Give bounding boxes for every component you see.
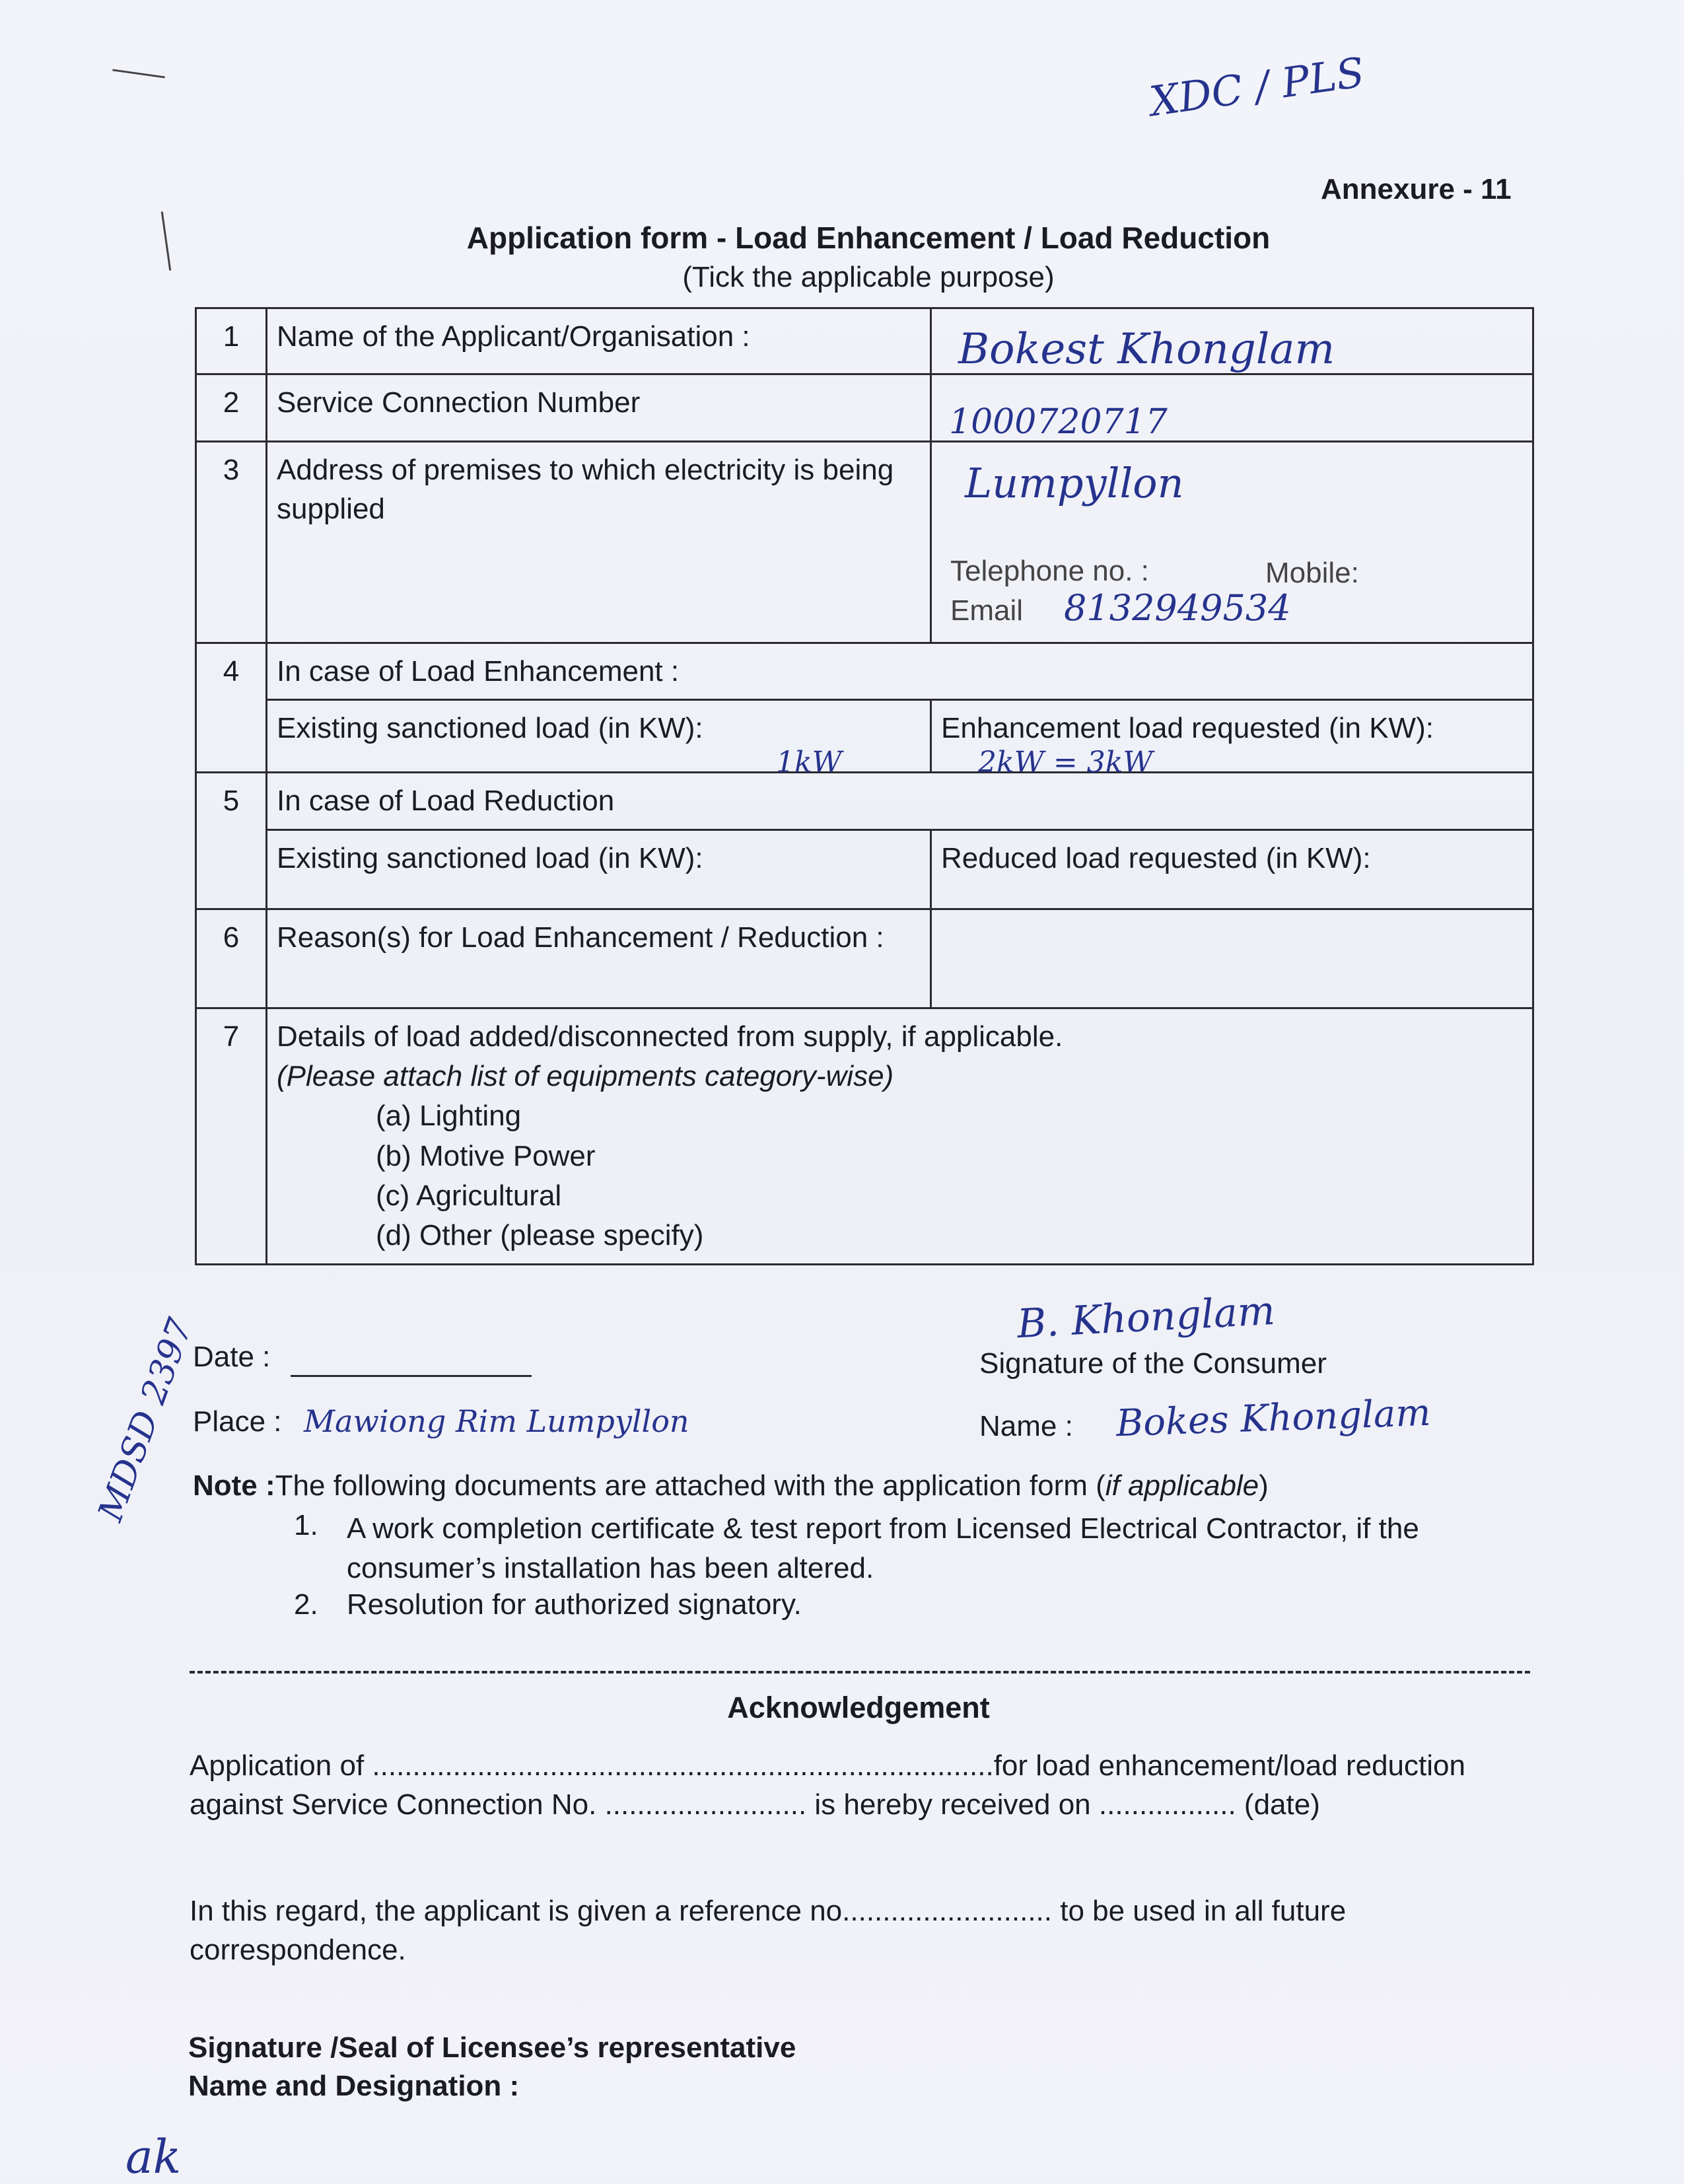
form-row-6 [196, 909, 1533, 1008]
form-row-7 [196, 1008, 1533, 1265]
existing-load-value: 1kW [776, 746, 842, 780]
note-item-number: 2. [294, 1588, 318, 1621]
telephone-label: Telephone no. : [950, 555, 1149, 587]
form-row-2 [196, 374, 1533, 442]
row-number: 4 [196, 643, 267, 773]
enhancement-load-label: Enhancement load requested (in KW): [941, 712, 1434, 745]
category-item: (d) Other (please specify) [376, 1219, 704, 1252]
row-number: 7 [196, 1008, 267, 1265]
date-field[interactable] [291, 1375, 532, 1377]
name-designation-label: Name and Designation : [188, 2070, 520, 2102]
category-item: (a) Lighting [376, 1100, 522, 1133]
service-connection-value: 1000720717 [949, 402, 1168, 442]
note-item-number: 1. [294, 1509, 318, 1541]
margin-note: MDSD 2397 [90, 1313, 201, 1527]
staple-mark [112, 69, 165, 78]
note-head: Note : [193, 1469, 275, 1502]
cut-line [190, 1671, 1530, 1673]
place-label: Place : [193, 1405, 282, 1438]
address-value: Lumpyllon [965, 459, 1184, 507]
handwritten-top-note: XDC / PLS [1146, 48, 1368, 126]
row-number: 1 [196, 308, 267, 374]
category-item: (c) Agricultural [376, 1179, 562, 1212]
reason-field[interactable] [931, 909, 1533, 1008]
service-connection-field[interactable] [931, 374, 1533, 442]
address-field[interactable] [931, 442, 1533, 643]
note-intro-italic: if applicable [1105, 1469, 1259, 1502]
applicant-name-label: Name of the Applicant/Organisation : [267, 308, 931, 374]
name-value[interactable]: Bokes Khonglam [1115, 1391, 1432, 1446]
row-number: 3 [196, 442, 267, 643]
reduced-load-label[interactable]: Reduced load requested (in KW): [931, 829, 1533, 909]
note-item-text: Resolution for authorized signatory. [347, 1588, 802, 1621]
load-reduction-heading: In case of Load Reduction [267, 773, 1533, 829]
phone-value: 8132949534 [1064, 587, 1291, 629]
mobile-label: Mobile: [1265, 557, 1359, 589]
note-item-text: A work completion certificate & test report from Licensed Electrical Contractor, if the consumer’s installation has been altered. [347, 1512, 1419, 1584]
note-intro [193, 1469, 1269, 1502]
email-label: Email [950, 594, 1024, 627]
note-intro-close: ) [1259, 1469, 1269, 1502]
applicant-name-value: Bokest Khonglam [958, 325, 1335, 374]
signature-label: Signature of the Consumer [979, 1347, 1327, 1380]
row-number: 5 [196, 773, 267, 909]
load-details-cell[interactable] [267, 1008, 1533, 1265]
enhancement-load-cell[interactable] [931, 700, 1533, 780]
form-row-1 [196, 308, 1533, 374]
consumer-signature: B. Khonglam [1016, 1287, 1277, 1348]
category-item: (b) Motive Power [376, 1139, 596, 1172]
load-details-sublabel: (Please attach list of equipments category-wise) [277, 1060, 894, 1093]
form-row-4b [196, 700, 1533, 773]
form-row-5a [196, 773, 1533, 829]
page-subtitle: (Tick the applicable purpose) [682, 261, 1055, 293]
form-row-4a [196, 643, 1533, 700]
row-number: 2 [196, 374, 267, 442]
name-label: Name : [979, 1410, 1073, 1442]
annexure-label: Annexure - 11 [1321, 173, 1512, 205]
reason-label: Reason(s) for Load Enhancement / Reduction : [267, 909, 931, 1008]
acknowledgement-paragraph: Application of .............................................................................for load enhancement/load reduction against Service Connection No. ......................... is hereby received on ................. (date) [190, 1749, 1465, 1821]
form-row-3 [196, 442, 1533, 643]
row-number: 6 [196, 909, 267, 1008]
existing-load-cell[interactable] [267, 700, 931, 780]
load-details-label: Details of load added/disconnected from supply, if applicable. [277, 1020, 1063, 1053]
bottom-initials: ak [125, 2130, 182, 2184]
service-connection-label: Service Connection Number [267, 374, 931, 442]
reduction-existing-load-label[interactable]: Existing sanctioned load (in KW): [267, 829, 931, 909]
reference-paragraph: In this regard, the applicant is given a reference no.......................... to be used in all future correspondence. [190, 1895, 1347, 1966]
existing-load-label: Existing sanctioned load (in KW): [277, 712, 703, 745]
licensee-signature-label: Signature /Seal of Licensee’s representative [188, 2031, 796, 2064]
acknowledgement-title: Acknowledgement [727, 1691, 990, 1724]
load-enhancement-heading: In case of Load Enhancement : [267, 643, 1533, 700]
page-title: Application form - Load Enhancement / Load Reduction [466, 221, 1271, 255]
address-label: Address of premises to which electricity is being supplied [267, 442, 931, 643]
application-form-table [195, 307, 1534, 1265]
note-intro-text: The following documents are attached with the application form ( [275, 1469, 1105, 1502]
place-value[interactable]: Mawiong Rim Lumpyllon [304, 1403, 689, 1439]
enhancement-load-value: 2kW = 3kW [978, 746, 1153, 780]
applicant-name-field[interactable] [931, 308, 1533, 374]
form-row-5b [196, 829, 1533, 909]
date-label: Date : [193, 1341, 271, 1373]
